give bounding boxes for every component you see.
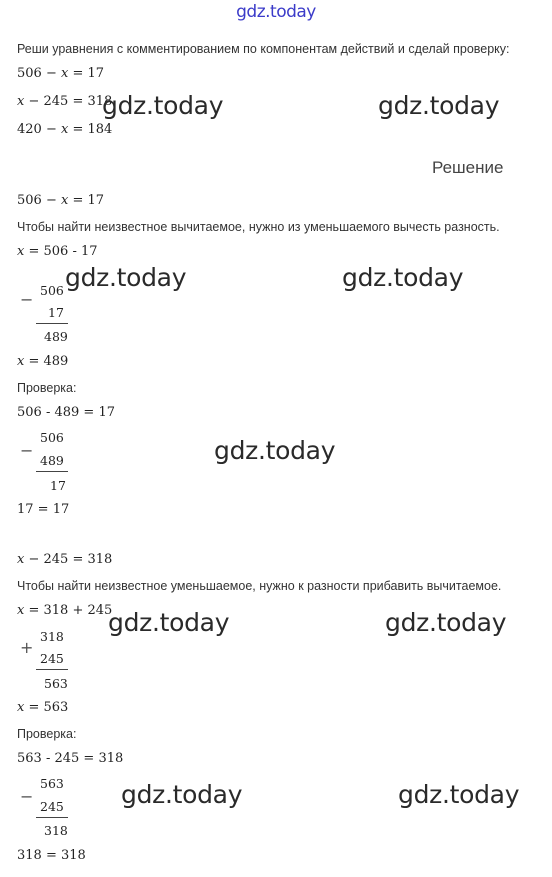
- part2-check-column-bottom: 245: [40, 799, 64, 814]
- watermark-6: gdz.today: [108, 608, 230, 637]
- part2-check-result: 318 = 318: [17, 848, 86, 863]
- solution-heading: Решение: [432, 158, 504, 177]
- part2-check-expression: 563 - 245 = 318: [17, 751, 124, 766]
- watermark-2: gdz.today: [378, 91, 500, 120]
- part2-column-line: [36, 669, 68, 670]
- task-equation-1: 506 − x = 17: [17, 66, 105, 81]
- part1-column-bottom: 17: [48, 305, 64, 320]
- part1-rule: Чтобы найти неизвестное вычитаемое, нужно из уменьшаемого вычесть разность.: [17, 220, 500, 234]
- part1-check-result: 17 = 17: [17, 502, 70, 517]
- part2-check-column-top: 563: [40, 776, 64, 791]
- site-logo: gdz.today: [236, 2, 316, 22]
- part2-check-column-operator: −: [20, 787, 34, 806]
- part1-check-column-top: 506: [40, 430, 64, 445]
- part1-check-column-bottom: 489: [40, 453, 64, 468]
- part2-column-top: 318: [40, 629, 64, 644]
- part1-column-line: [36, 323, 68, 324]
- part2-step: x = 318 + 245: [17, 603, 113, 618]
- part2-check-label: Проверка:: [17, 727, 77, 741]
- part2-column-bottom: 245: [40, 651, 64, 666]
- part1-step: x = 506 - 17: [17, 244, 98, 259]
- watermark-8: gdz.today: [121, 780, 243, 809]
- part1-check-column-result: 17: [50, 478, 66, 493]
- part1-check-column-line: [36, 471, 68, 472]
- watermark-7: gdz.today: [385, 608, 507, 637]
- part1-check-column-operator: −: [20, 441, 34, 460]
- part2-answer: x = 563: [17, 700, 69, 715]
- part2-column-result: 563: [44, 676, 68, 691]
- part1-check-label: Проверка:: [17, 381, 77, 395]
- part1-equation: 506 − x = 17: [17, 193, 105, 208]
- part1-answer: x = 489: [17, 354, 69, 369]
- part1-column-top: 506: [40, 283, 64, 298]
- part2-check-column-line: [36, 817, 68, 818]
- task-prompt: Реши уравнения с комментированием по компонентам действий и сделай проверку:: [17, 42, 510, 56]
- part2-check-column-result: 318: [44, 823, 68, 838]
- watermark-5: gdz.today: [214, 436, 336, 465]
- watermark-3: gdz.today: [65, 263, 187, 292]
- task-equation-2: x − 245 = 318: [17, 94, 113, 109]
- watermark-4: gdz.today: [342, 263, 464, 292]
- task-equation-3: 420 − x = 184: [17, 122, 113, 137]
- part1-check-expression: 506 - 489 = 17: [17, 405, 115, 420]
- part2-column-operator: +: [20, 638, 34, 657]
- watermark-1: gdz.today: [102, 91, 224, 120]
- part1-column-operator: −: [20, 290, 34, 309]
- part1-column-result: 489: [44, 329, 68, 344]
- watermark-9: gdz.today: [398, 780, 520, 809]
- part2-equation: x − 245 = 318: [17, 552, 113, 567]
- part2-rule: Чтобы найти неизвестное уменьшаемое, нужно к разности прибавить вычитаемое.: [17, 579, 502, 593]
